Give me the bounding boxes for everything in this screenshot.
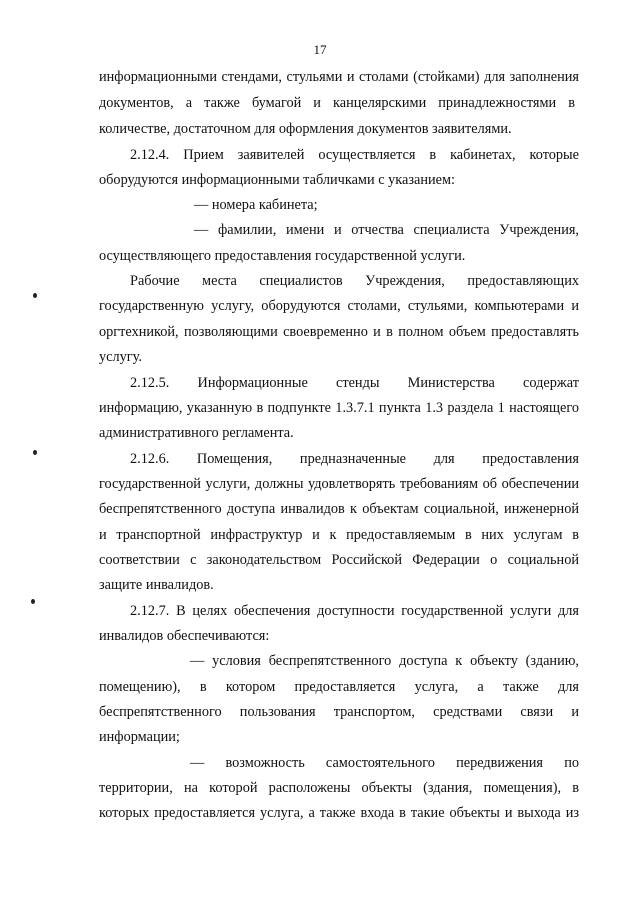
text-line: — возможность самостоятельного передвижения по — [190, 755, 579, 771]
text-line: соответствии с законодательством Российской Федерации о социальной — [99, 552, 579, 568]
scan-mark — [31, 599, 35, 604]
text-line: защите инвалидов. — [99, 577, 214, 593]
text-line: помещению), в котором предоставляется услуга, а также для — [99, 679, 579, 695]
text-line: оргтехникой, позволяющими своевременно и в полном объем предоставлять — [99, 324, 579, 340]
text-line: 2.12.5. Информационные стенды Министерства содержат — [130, 375, 579, 391]
text-line: беспрепятственного пользования транспортом, средствами связи и — [99, 704, 579, 720]
text-line: — условия беспрепятственного доступа к объекту (зданию, — [190, 653, 579, 669]
text-line: информационными стендами, стульями и столами (стойками) для заполнения — [99, 69, 579, 85]
text-line: 2.12.4. Прием заявителей осуществляется в кабинетах, которые — [130, 147, 579, 163]
text-line: Рабочие места специалистов Учреждения, предоставляющих — [130, 273, 579, 289]
text-line: — фамилии, имени и отчества специалиста Учреждения, — [194, 222, 579, 238]
text-line: информацию, указанную в подпункте 1.3.7.1 пункта 1.3 раздела 1 настоящего — [99, 400, 579, 416]
text-line: государственную услугу, оборудуются столами, стульями, компьютерами и — [99, 298, 579, 314]
text-line: 2.12.6. Помещения, предназначенные для предоставления — [130, 451, 579, 467]
text-line: услугу. — [99, 349, 142, 365]
text-line: количестве, достаточном для оформления документов заявителями. — [99, 121, 512, 137]
text-line: оборудуются информационными табличками с указанием: — [99, 172, 455, 188]
text-line: государственной услуги, должны удовлетворять требованиям об обеспечении — [99, 476, 579, 492]
text-line: информации; — [99, 729, 180, 745]
text-line: административного регламента. — [99, 425, 294, 441]
text-line: документов, а также бумагой и канцелярскими принадлежностями в — [99, 95, 575, 111]
text-line: которых предоставляется услуга, а также входа в такие объекты и выхода из — [99, 805, 579, 821]
text-line: беспрепятственного доступа инвалидов к объектам социальной, инженерной — [99, 501, 579, 517]
text-line: осуществляющего предоставления государственной услуги. — [99, 248, 466, 264]
page-number: 17 — [313, 42, 327, 57]
text-line: — номера кабинета; — [194, 197, 318, 213]
text-line: территории, на которой расположены объекты (здания, помещения), в — [99, 780, 579, 796]
scan-mark — [33, 450, 37, 455]
text-line: и транспортной инфраструктур и к предоставляемым в них услугам в — [99, 527, 579, 543]
scan-mark — [33, 293, 37, 298]
text-line: инвалидов обеспечиваются: — [99, 628, 270, 644]
text-line: 2.12.7. В целях обеспечения доступности государственной услуги для — [130, 603, 579, 619]
